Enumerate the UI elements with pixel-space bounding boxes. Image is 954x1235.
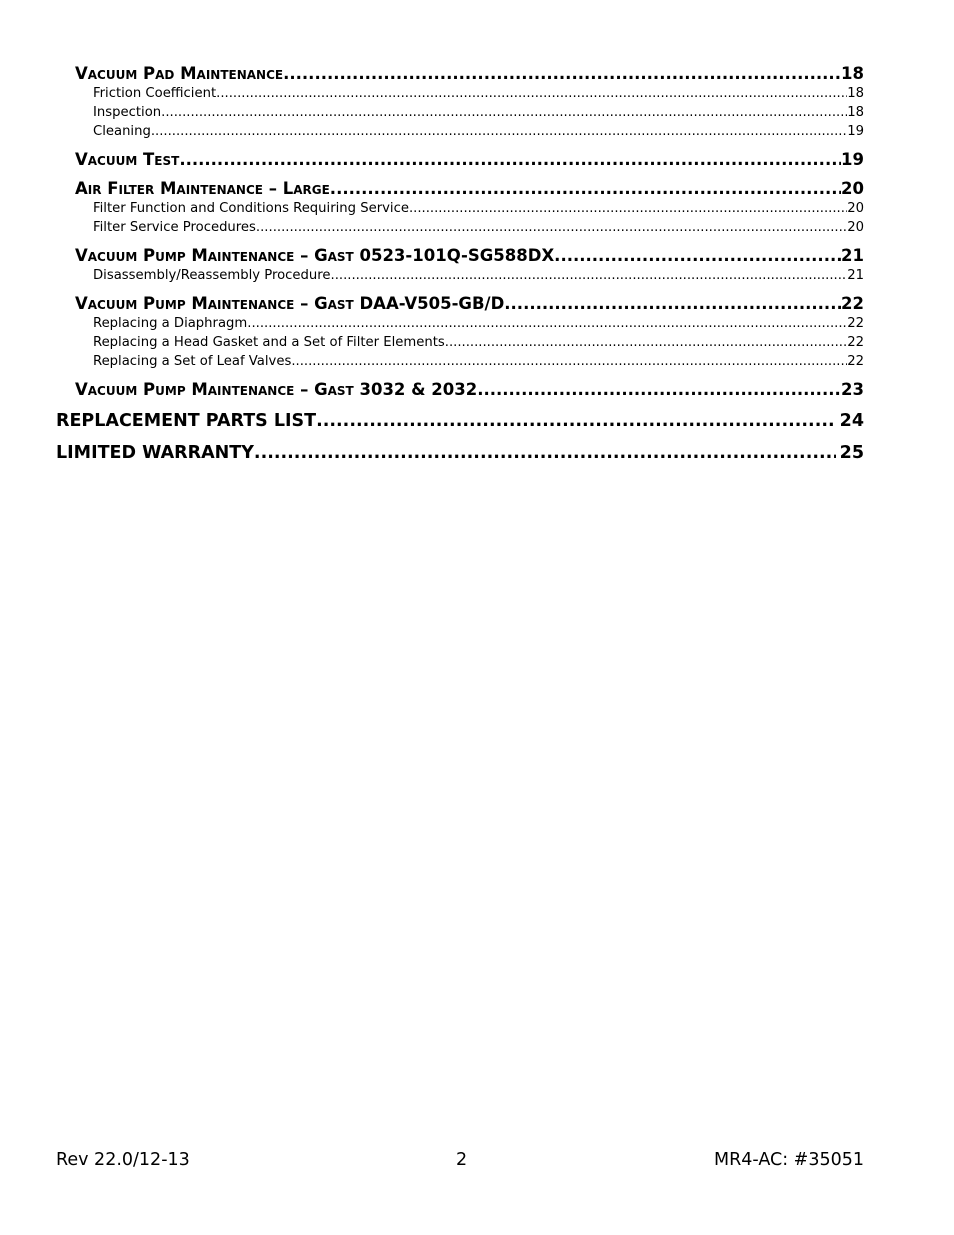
footer-revision: Rev 22.0/12-13	[56, 1150, 190, 1170]
toc-entry-page: 21	[841, 246, 864, 265]
toc-entry-page: 18	[841, 64, 864, 83]
toc-entry-page: 19	[847, 124, 864, 139]
dot-leader	[445, 333, 847, 352]
toc-entry-page: 18	[847, 105, 864, 120]
toc-entry-label: Filter Function and Conditions Requiring Service	[93, 201, 409, 216]
dot-leader	[254, 442, 836, 464]
toc-entry-replacement-parts-list[interactable]	[56, 410, 864, 432]
table-of-contents	[56, 64, 864, 464]
toc-entry-label: Replacing a Set of Leaf Valves	[93, 354, 292, 369]
dot-leader	[151, 122, 847, 141]
toc-entry-page: 20	[847, 201, 864, 216]
toc-entry-label: LIMITED WARRANTY	[56, 443, 254, 463]
dot-leader	[316, 410, 836, 432]
toc-entry-label: Air Filter Maintenance – Large	[75, 179, 330, 198]
toc-entry-page: 23	[841, 380, 864, 399]
footer-document-id: MR4-AC: #35051	[714, 1150, 864, 1170]
dot-leader	[256, 218, 847, 237]
toc-entry-cleaning[interactable]	[93, 122, 864, 141]
toc-entry-friction-coefficient[interactable]	[93, 84, 864, 103]
dot-leader	[283, 64, 841, 84]
toc-entry-label: REPLACEMENT PARTS LIST	[56, 411, 317, 431]
toc-entry-label: Filter Service Procedures	[93, 220, 256, 235]
toc-entry-label: Inspection	[93, 105, 162, 120]
toc-entry-label: Replacing a Diaphragm	[93, 316, 248, 331]
toc-entry-air-filter-maintenance-large[interactable]	[75, 179, 864, 199]
toc-entry-vacuum-pad-maintenance[interactable]	[75, 64, 864, 84]
toc-entry-page: 22	[841, 294, 864, 313]
page-footer	[56, 1150, 864, 1174]
toc-entry-label: Vacuum Pump Maintenance – Gast DAA-V505-GB/D	[75, 294, 505, 313]
toc-entry-label: Vacuum Pump Maintenance – Gast 3032 & 2032	[75, 380, 478, 399]
footer-page-number: 2	[456, 1150, 468, 1170]
toc-entry-disassembly-reassembly[interactable]	[93, 266, 864, 285]
toc-entry-label: Vacuum Test	[75, 150, 180, 169]
toc-entry-label: Disassembly/Reassembly Procedure	[93, 268, 331, 283]
dot-leader	[179, 150, 841, 170]
toc-entry-label: Cleaning	[93, 124, 151, 139]
toc-entry-replacing-head-gasket[interactable]	[93, 333, 864, 352]
dot-leader	[291, 352, 847, 371]
toc-entry-label: Replacing a Head Gasket and a Set of Filter Elements	[93, 335, 445, 350]
toc-entry-page: 20	[847, 220, 864, 235]
toc-entry-page: 24	[839, 411, 864, 431]
dot-leader	[330, 179, 841, 199]
toc-entry-page: 19	[841, 150, 864, 169]
toc-entry-page: 20	[841, 179, 864, 198]
toc-entry-vacuum-test[interactable]	[75, 150, 864, 170]
toc-entry-filter-function[interactable]	[93, 199, 864, 218]
dot-leader	[477, 380, 841, 400]
toc-entry-page: 22	[847, 354, 864, 369]
toc-entry-vacuum-pump-gast-3032[interactable]	[75, 380, 864, 400]
toc-entry-limited-warranty[interactable]	[56, 442, 864, 464]
toc-entry-replacing-leaf-valves[interactable]	[93, 352, 864, 371]
toc-entry-inspection[interactable]	[93, 103, 864, 122]
toc-entry-page: 22	[847, 316, 864, 331]
dot-leader	[161, 103, 847, 122]
dot-leader	[247, 314, 847, 333]
dot-leader	[216, 84, 847, 103]
toc-entry-label: Vacuum Pad Maintenance	[75, 64, 284, 83]
toc-entry-filter-service-procedures[interactable]	[93, 218, 864, 237]
dot-leader	[504, 294, 841, 314]
toc-entry-label: Friction Coefficient	[93, 86, 217, 101]
toc-entry-label: Vacuum Pump Maintenance – Gast 0523-101Q-SG588DX	[75, 246, 555, 265]
toc-entry-vacuum-pump-gast-daa[interactable]	[75, 294, 864, 314]
toc-entry-page: 18	[847, 86, 864, 101]
toc-entry-replacing-diaphragm[interactable]	[93, 314, 864, 333]
dot-leader	[331, 266, 848, 285]
dot-leader	[409, 199, 847, 218]
toc-entry-page: 25	[839, 443, 864, 463]
dot-leader	[554, 246, 841, 266]
toc-entry-page: 21	[847, 268, 864, 283]
toc-entry-page: 22	[847, 335, 864, 350]
toc-entry-vacuum-pump-gast-0523[interactable]	[75, 246, 864, 266]
